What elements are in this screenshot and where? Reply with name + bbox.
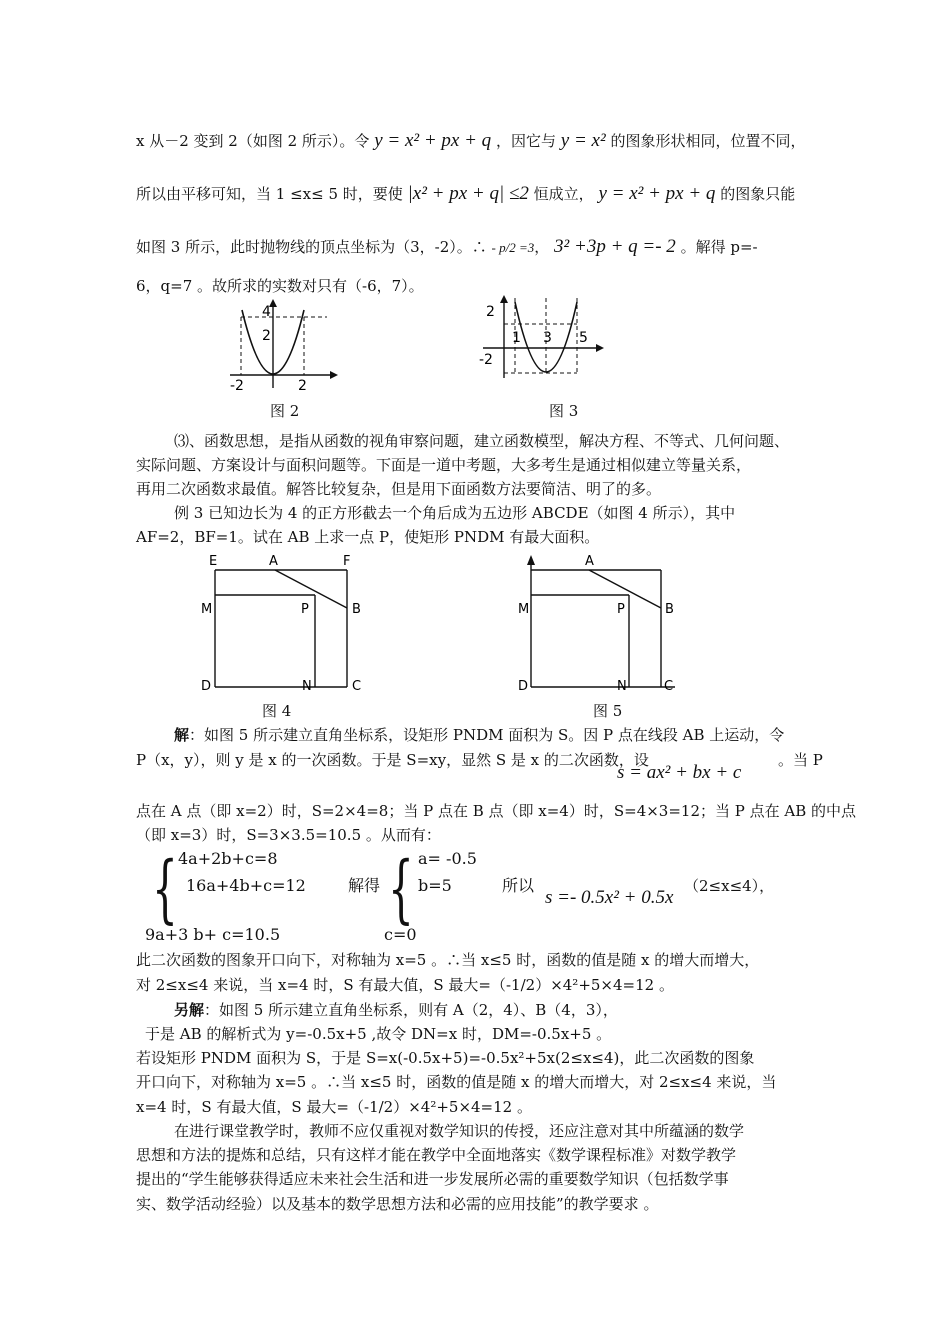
para2-line2: 实际问题、方案设计与面积问题等。下面是一道中考题，大多考生是通过相似建立等量关系，	[136, 456, 752, 474]
tick-2: 2	[298, 378, 307, 393]
sol-c: c=0	[384, 925, 417, 944]
label-C: C	[664, 679, 674, 694]
formula: y = x²	[560, 130, 606, 151]
text: ：如图 5 所示建立直角坐标系，设矩形 PNDM 面积为 S。因 P 点在线段 AB 上运动，令	[189, 726, 785, 744]
tick-5: 5	[579, 330, 588, 346]
tick-neg2: -2	[230, 378, 244, 393]
para1-line2	[136, 184, 795, 204]
label-B: B	[352, 602, 361, 617]
para1-line4: 6，q=7 。故所求的实数对只有（-6，7）。	[136, 277, 424, 295]
formula: 3² +3p + q =- 2	[554, 236, 676, 257]
label-P: P	[301, 602, 309, 617]
figure-4	[195, 550, 370, 698]
solution-line4: （即 x=3）时，S=3×3.5=10.5 。从而有：	[136, 826, 441, 844]
suoyi: 所以	[502, 876, 535, 895]
x-axis-arrow-icon	[330, 371, 338, 379]
text: x 从－2 变到 2（如图 2 所示）。令	[136, 132, 370, 150]
text: ，因它与	[495, 132, 556, 150]
label-F: F	[343, 554, 351, 569]
fig4-caption: 图 4	[262, 702, 292, 720]
figure-5	[515, 550, 690, 698]
text: ：如图 5 所示建立直角坐标系，则有 A（2，4）、B（4，3），	[204, 1001, 618, 1019]
tick-y4: 4	[262, 304, 271, 320]
alt-line5: x=4 时，S 有最大值，S 最大=（-1/2）×4²+5×4=12 。	[136, 1098, 532, 1116]
text: 的图象只能	[720, 185, 796, 203]
figure-3	[478, 294, 608, 384]
formula: - p/2 =3	[491, 240, 535, 255]
alt-line1	[174, 1000, 618, 1020]
text: 。解得 p=-	[680, 238, 758, 256]
tick-y2: 2	[486, 304, 495, 320]
label-E: E	[209, 554, 218, 569]
edge-AB	[589, 570, 661, 608]
solution-line5: 此二次函数的图象开口向下，对称轴为 x=5 。∴当 x≤5 时，函数的值是随 x 的增大而增大，	[136, 951, 760, 969]
example3-line2: AF=2，BF=1。试在 AB 上求一点 P，使矩形 PNDM 有最大面积。	[136, 528, 600, 546]
text: 的图象形状相同，位置不同，	[610, 132, 806, 150]
label-N: N	[617, 679, 627, 694]
solution-line1	[174, 725, 784, 745]
para1-line3	[136, 237, 758, 258]
example3-line1: 例 3 已知边长为 4 的正方形截去一个角后成为五边形 ABCDE（如图 4 所示），其中	[174, 504, 736, 522]
formula: y = x² + px + q	[374, 130, 492, 151]
eq2: 16a+4b+c=12	[186, 876, 306, 895]
para2-line1: ⑶、函数思想，是指从函数的视角审察问题，建立函数模型，解决方程、不等式、几何问题、	[174, 432, 790, 450]
result-formula: s =- 0.5x² + 0.5x	[545, 887, 674, 908]
solution-formula: s = ax² + bx + c	[617, 762, 742, 783]
alt-label: 另解	[174, 1001, 205, 1019]
label-N: N	[302, 679, 312, 694]
left-brace-1: {	[152, 846, 178, 932]
solution-line2-end: 。当 P	[778, 751, 823, 769]
text: 恒成立，	[533, 185, 594, 203]
closing-line3: 提出的“学生能够获得适应未来社会生活和进一步发展所必需的重要数学知识（包括数学事	[136, 1170, 729, 1188]
y-axis-arrow-icon	[500, 295, 508, 303]
eq3: 9a+3 b+ c=10.5	[145, 925, 281, 944]
label-M: M	[201, 602, 213, 617]
solution-line6: 对 2≤x≤4 来说，当 x=4 时，S 有最大值，S 最大=（-1/2）×4²+5×4=12 。	[136, 976, 674, 994]
label-D: D	[201, 679, 212, 694]
tick-1: 1	[512, 330, 521, 346]
formula: |x² + px + q| ≤2	[407, 183, 529, 204]
label-A: A	[585, 554, 594, 569]
alt-line4: 开口向下，对称轴为 x=5 。∴当 x≤5 时，函数的值是随 x 的增大而增大，对 2≤x≤4 来说，当	[136, 1073, 777, 1091]
sol-a: a= -0.5	[418, 849, 477, 868]
label-A: A	[269, 554, 278, 569]
closing-line1: 在进行课堂教学时，教师不应仅重视对数学知识的传授，还应注意对其中所蕴涵的数学	[174, 1122, 745, 1140]
tick-yneg2: -2	[479, 352, 493, 368]
text: P（x，y），则 y 是 x 的一次函数。于是 S=xy，显然 S 是 x 的二次函数，设	[136, 751, 649, 769]
edge-AB	[275, 570, 347, 608]
fig2-caption: 图 2	[270, 402, 300, 420]
closing-line2: 思想和方法的提炼和总结，只有这样才能在教学中全面地落实《数学课程标准》对数学教学	[136, 1146, 737, 1164]
text: 所以由平移可知，当 1 ≤x≤ 5 时，要使	[136, 185, 403, 203]
text: 如图 3 所示，此时抛物线的顶点坐标为（3，-2）。∴	[136, 238, 487, 256]
figure-2	[222, 298, 342, 393]
solution-line3: 点在 A 点（即 x=2）时，S=2×4=8；当 P 点在 B 点（即 x=4）时，S=4×3=12；当 P 点在 AB 的中点	[136, 802, 857, 820]
para1-line1	[136, 131, 805, 151]
label-M: M	[518, 602, 530, 617]
jiede: 解得	[348, 876, 381, 895]
label-C: C	[352, 679, 362, 694]
eq1: 4a+2b+c=8	[178, 849, 278, 868]
formula: y = x² + px + q	[598, 183, 716, 204]
closing-line4: 实、数学活动经验）以及基本的数学思想方法和必需的应用技能”的教学要求 。	[136, 1195, 659, 1213]
sol-b: b=5	[418, 876, 452, 895]
tick-3: 3	[543, 330, 552, 346]
left-brace-2: {	[388, 846, 414, 932]
label-D: D	[518, 679, 529, 694]
alt-line2: 于是 AB 的解析式为 y=-0.5x+5 ,故令 DN=x 时，DM=-0.5x+5 。	[145, 1025, 612, 1043]
text: ，	[534, 238, 550, 256]
solution-line2	[136, 750, 649, 770]
fig3-caption: 图 3	[549, 402, 579, 420]
para2-line3: 再用二次函数求最值。解答比较复杂，但是用下面函数方法要简洁、明了的多。	[136, 480, 662, 498]
range: （2≤x≤4），	[684, 877, 775, 895]
alt-line3: 若设矩形 PNDM 面积为 S，于是 S=x(-0.5x+5)=-0.5x²+5x(2≤x≤4)，此二次函数的图象	[136, 1049, 755, 1067]
fig5-caption: 图 5	[593, 702, 623, 720]
label-B: B	[665, 602, 674, 617]
x-axis-arrow-icon	[596, 344, 604, 352]
label-P: P	[617, 602, 625, 617]
y-axis-arrow-icon	[527, 555, 535, 565]
tick-y2: 2	[262, 328, 271, 344]
solution-label: 解	[174, 726, 190, 744]
